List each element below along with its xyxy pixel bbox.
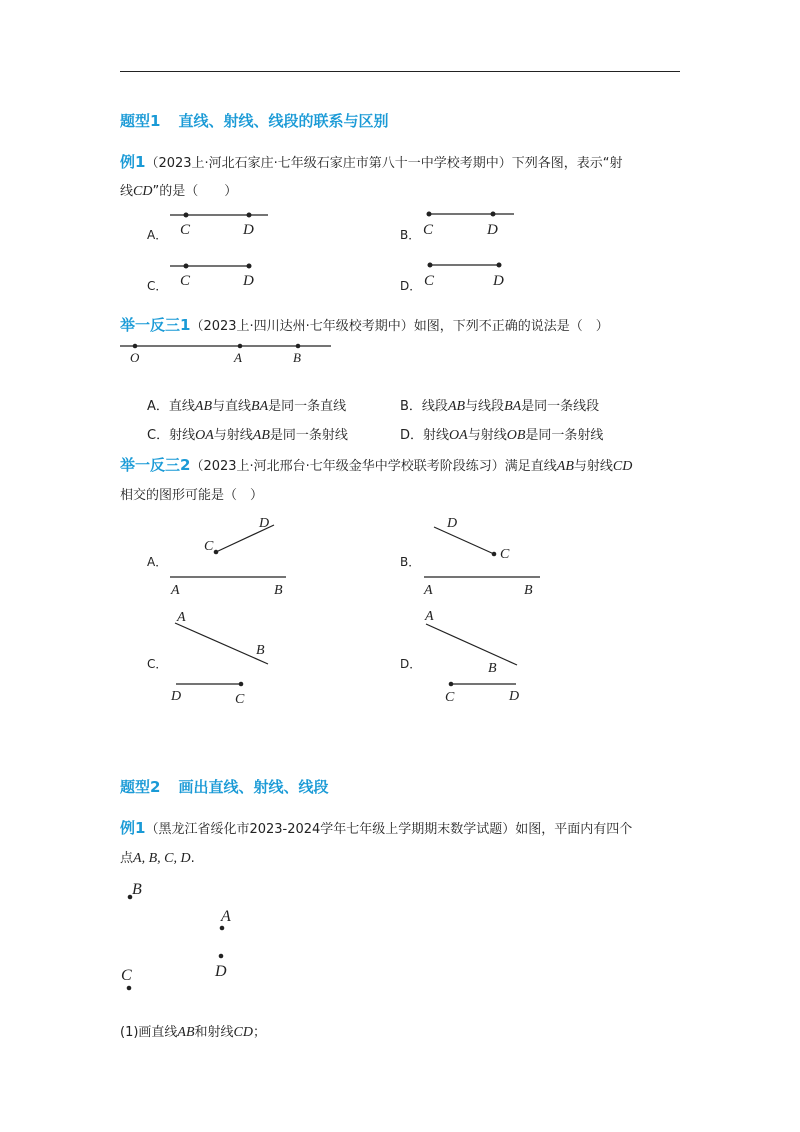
v1-c-v2: AB (252, 428, 270, 443)
v1-b-t1: 线段 (421, 399, 448, 414)
s2-q1-pre: (1)画直线 (120, 1025, 178, 1040)
v2-c-label-a: A (177, 610, 186, 625)
v1-a-v2: BA (251, 399, 269, 414)
v1-a-v1: AB (194, 399, 213, 414)
s2-point-d (219, 954, 224, 959)
v1-d-v2: OB (506, 428, 526, 443)
v2-c-label-d: D (171, 689, 182, 704)
v1-b-v2: BA (504, 399, 522, 414)
section2-number: 题型2 (120, 778, 161, 796)
ex1-c-label-d: D (243, 273, 254, 289)
variant2-mid: 与射线 (573, 459, 613, 474)
v1-c-t3: 是同一条射线 (269, 428, 348, 443)
section1-number: 题型1 (120, 112, 161, 130)
example1-line2-post: ”的是（ ） (152, 184, 238, 199)
s2-point-a (220, 926, 225, 931)
v1-c-v1: OA (195, 428, 214, 443)
v1-b-t2: 与线段 (465, 399, 505, 414)
s2-question1 (120, 1025, 266, 1041)
example1-line2-pre: 线 (120, 184, 134, 199)
s2-point-c (127, 986, 132, 991)
ex1-c-label-c: C (180, 273, 191, 289)
v1-c-t1: 射线 (169, 428, 196, 443)
v2-b-label-d: D (447, 516, 458, 531)
s2-label-a: A (221, 908, 231, 925)
v2-option-c-key: C． (147, 657, 168, 671)
ex1-b-label-c: C (423, 222, 434, 238)
ex1-option-b-key: B． (400, 228, 421, 242)
variant2-var-cd: CD (612, 459, 633, 474)
v1-b-t3: 是同一条线段 (521, 399, 600, 414)
v1-d-t1: 射线 (423, 428, 450, 443)
variant1-lead: 举一反三1 (120, 316, 191, 334)
v1-a-t3: 是同一条直线 (268, 399, 347, 414)
v1-d-key: D． (400, 428, 424, 443)
variant2-source: （2023上·河北邢台·七年级金华中学校联考阶段练习）满足直线 (190, 459, 557, 474)
v2-d-label-c: C (445, 690, 455, 705)
s2-example1-source: （黑龙江省绥化市2023-2024学年七年级上学期期末数学试题）如图，平面内有四个 (145, 822, 633, 837)
v2-b-label-b: B (524, 583, 533, 598)
s2-q1-post: ； (253, 1025, 267, 1040)
variant1-label-b: B (293, 350, 301, 365)
ex1-option-c-key: C． (147, 279, 168, 293)
ex1-d-label-c: C (424, 273, 435, 289)
s2-line2-pre: 点 (120, 851, 134, 866)
v2-d-label-a: A (425, 609, 434, 624)
ex1-b-label-d: D (487, 222, 498, 238)
variant1-label-o: O (130, 350, 140, 365)
s2-example1-lead: 例1 (120, 819, 146, 837)
v2-c-label-b: B (256, 643, 265, 658)
v2-d-label-d: D (509, 689, 520, 704)
s2-q1-v1: AB (177, 1025, 195, 1040)
section2-title: 画出直线、射线、线段 (178, 778, 329, 796)
v2-d-label-b: B (488, 661, 497, 676)
variant2-question-line2: 相交的图形可能是（ ） (120, 488, 264, 503)
variant2-lead: 举一反三2 (120, 456, 191, 474)
v2-a-label-a: A (171, 583, 180, 598)
s2-label-b: B (132, 881, 142, 898)
ex1-d-label-d: D (493, 273, 504, 289)
variant1-label-a: A (234, 350, 242, 365)
v2-b-label-c: C (500, 547, 510, 562)
ex1-a-label-d: D (243, 222, 254, 238)
v1-d-t2: 与射线 (467, 428, 507, 443)
s2-label-c: C (121, 967, 132, 984)
s2-q1-mid: 和射线 (194, 1025, 234, 1040)
v2-c-label-c: C (235, 692, 245, 707)
example1-source: （2023上·河北石家庄·七年级石家庄市第八十一中学校考期中）下列各图，表示“射 (145, 156, 623, 171)
v1-c-t2: 与射线 (213, 428, 253, 443)
s2-line2-post: . (190, 851, 195, 866)
v2-a-label-c: C (204, 539, 214, 554)
section1-title: 直线、射线、线段的联系与区别 (178, 112, 389, 130)
v2-option-d-key: D． (400, 657, 422, 671)
v2-option-a-key: A． (147, 555, 168, 569)
variant2-var-ab: AB (556, 459, 574, 474)
v2-option-b-key: B． (400, 555, 421, 569)
v1-b-v1: AB (447, 399, 466, 414)
variant1-source: （2023上·四川达州·七年级校考期中）如图，下列不正确的说法是（ ） (190, 319, 609, 334)
s2-line2-var: A, B, C, D (133, 851, 191, 866)
ex1-a-label-c: C (180, 222, 191, 238)
v1-d-t3: 是同一条射线 (525, 428, 604, 443)
v1-c-key: C． (147, 428, 170, 443)
example1-var-cd: CD (133, 184, 153, 199)
v1-a-t1: 直线 (168, 399, 195, 414)
ex1-option-d-key: D． (400, 279, 422, 293)
v1-b-key: B． (400, 399, 422, 414)
v1-d-v1: OA (449, 428, 468, 443)
ex1-option-a-key: A． (147, 228, 168, 242)
v2-a-label-d: D (259, 516, 270, 531)
v1-a-t2: 与直线 (212, 399, 252, 414)
v2-a-label-b: B (274, 583, 283, 598)
s2-label-d: D (215, 963, 227, 980)
example1-lead: 例1 (120, 153, 146, 171)
v1-a-key: A． (147, 399, 169, 414)
v2-b-label-a: A (424, 583, 433, 598)
s2-q1-v2: CD (233, 1025, 253, 1040)
